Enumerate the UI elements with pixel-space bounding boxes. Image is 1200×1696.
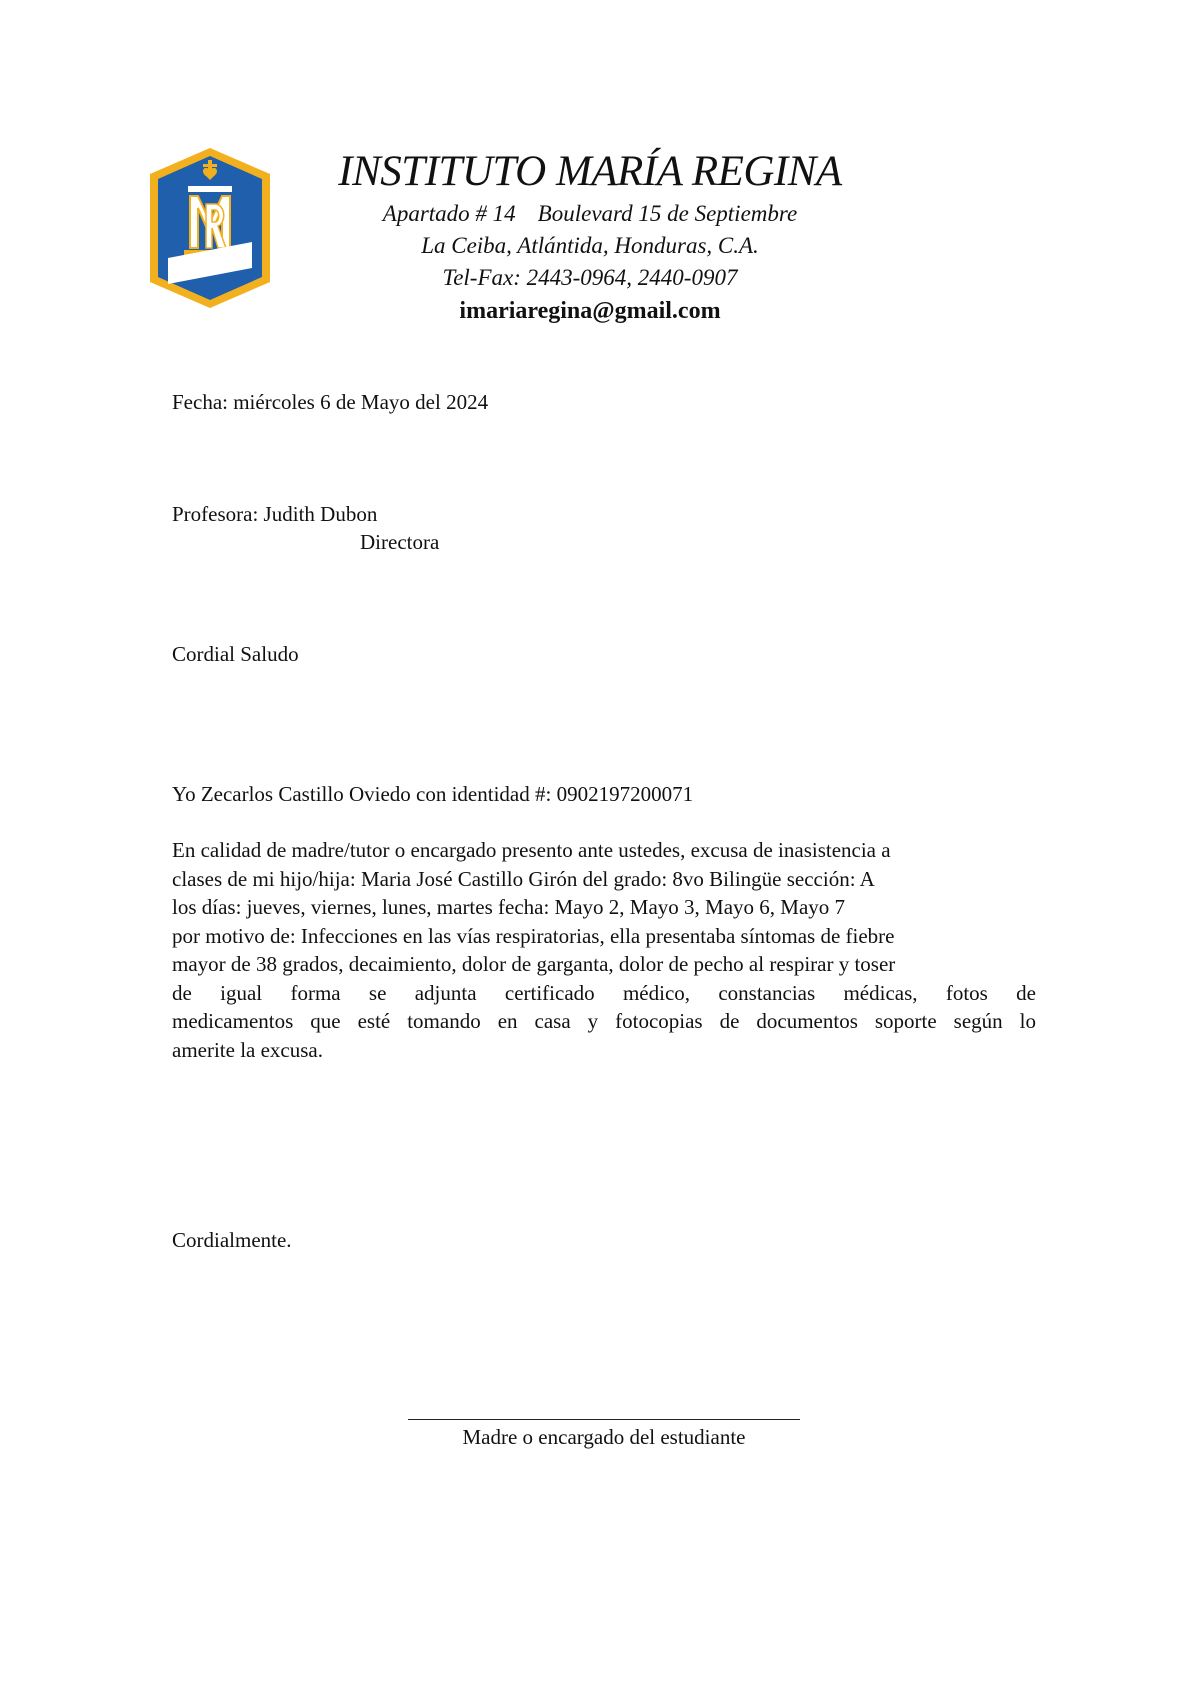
institution-email: imariaregina@gmail.com	[459, 298, 721, 324]
institute-crest-logo	[146, 146, 274, 310]
address-box: Apartado # 14	[382, 201, 516, 226]
recipient-line: Profesora: Judith Dubon	[172, 502, 378, 526]
signature-line	[408, 1419, 800, 1420]
closing: Cordialmente.	[172, 1228, 292, 1252]
body-line: amerite la excusa.	[172, 1037, 323, 1062]
address-street: Boulevard 15 de Septiembre	[537, 201, 798, 226]
body-line: por motivo de: Infecciones en las vías respiratorias, ella presentaba síntomas de fiebre	[172, 923, 895, 948]
recipient-title: Directora	[360, 530, 440, 554]
date-line: Fecha: miércoles 6 de Mayo del 2024	[172, 390, 489, 414]
address-line	[300, 198, 880, 230]
body-line: los días: jueves, viernes, lunes, martes fecha: Mayo 2, Mayo 3, Mayo 6, Mayo 7	[172, 895, 846, 919]
greeting: Cordial Saludo	[172, 642, 299, 666]
city-line: La Ceiba, Atlántida, Honduras, C.A.	[421, 233, 759, 258]
body-line: En calidad de madre/tutor o encargado presento ante ustedes, excusa de inasistencia a	[172, 838, 891, 862]
phone-line: Tel-Fax: 2443-0964, 2440-0907	[442, 265, 738, 290]
body-line: mayor de 38 grados, decaimiento, dolor de garganta, dolor de pecho al respirar y toser	[172, 952, 896, 976]
body-line: clases de mi hijo/hija: Maria José Castillo Girón del grado: 8vo Bilingüe sección: A	[172, 866, 875, 891]
body-line: de igual forma se adjunta certificado médico, constancias médicas, fotos de	[172, 980, 1036, 1005]
body-line: medicamentos que esté tomando en casa y fotocopias de documentos soporte según lo	[172, 1009, 1036, 1033]
identity-line: Yo Zecarlos Castillo Oviedo con identidad #: 0902197200071	[172, 782, 694, 806]
excuse-body-paragraph	[172, 836, 1036, 1064]
signature-label: Madre o encargado del estudiante	[462, 1425, 746, 1449]
institution-name: INSTITUTO MARÍA REGINA	[338, 148, 842, 195]
letterhead	[300, 146, 880, 328]
